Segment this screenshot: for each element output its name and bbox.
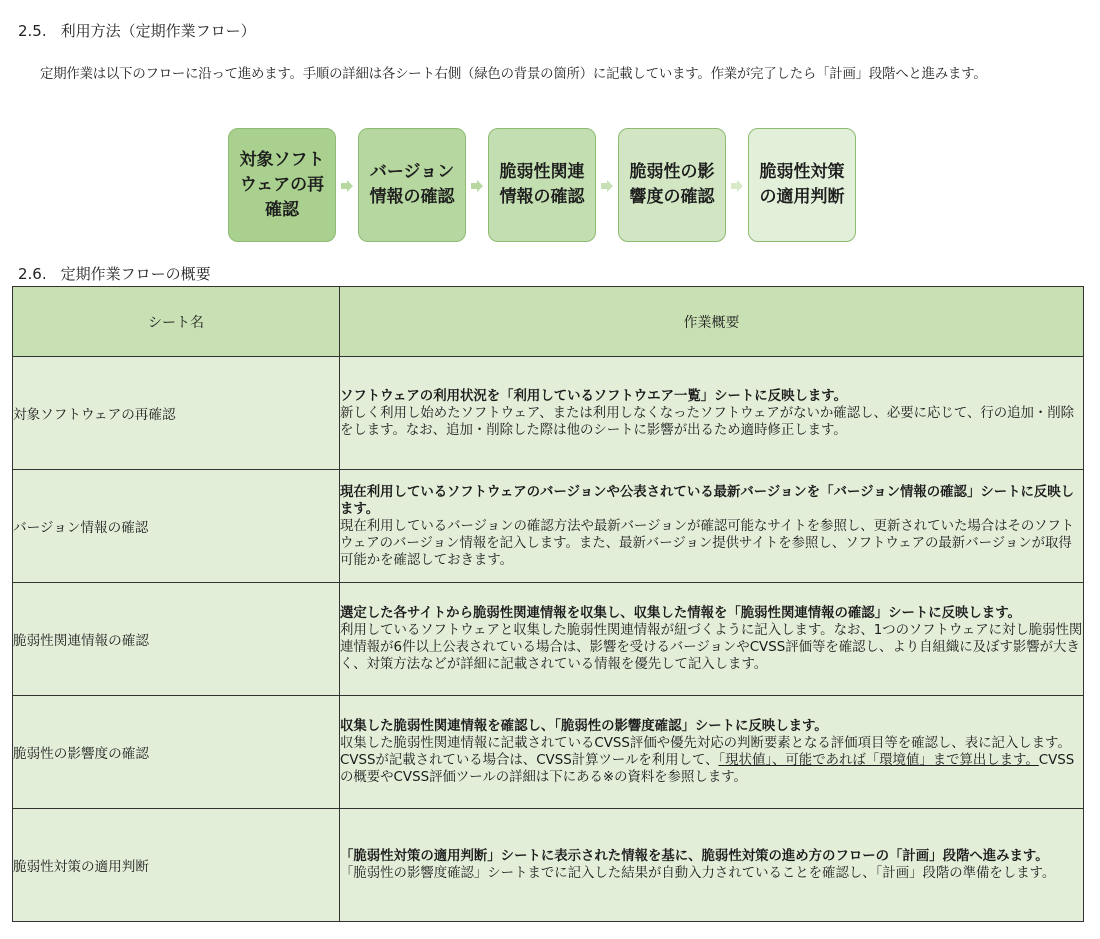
sheet-name-cell: 対象ソフトウェアの再確認: [13, 357, 340, 470]
arrow-right-icon: [341, 180, 353, 192]
flow-step-countermeasure: 脆弱性対策の適用判断: [748, 128, 856, 242]
summary-bold: ソフトウェアの利用状況を「利用しているソフトウエア一覧」シートに反映します。: [340, 388, 847, 404]
header-sheet-name: シート名: [13, 287, 340, 357]
summary-bold: 「脆弱性対策の適用判断」シートに表示された情報を基に、脆弱性対策の進め方のフローの「計画」段階へ進みます。: [340, 849, 1049, 864]
table-row: [13, 470, 1084, 583]
sheet-name-cell: バージョン情報の確認: [13, 470, 340, 583]
sheet-name-cell: 脆弱性対策の適用判断: [13, 809, 340, 922]
section-heading-2-6: [18, 263, 211, 284]
flow-step-version-info: バージョン情報の確認: [358, 128, 466, 242]
arrow-right-icon: [601, 180, 613, 192]
workflow-diagram: [228, 128, 858, 244]
section-number: 2.6.: [18, 265, 47, 283]
sheet-name-cell: 脆弱性の影響度の確認: [13, 696, 340, 809]
summary-text: 収集した脆弱性関連情報に記載されているCVSS評価や優先対応の判断要素となる評価項目等を確認し、表に記入します。CVSSが記載されている場合は、CVSS計算ツールを利用して、「現状値」、可能であれば「環境値」まで算出します。CVSSの概要やCVSS評価ツールの詳細は下にある※の資料を参照します。: [340, 736, 1075, 785]
summary-text: 利用しているソフトウェアと収集した脆弱性関連情報が紐づくように記入します。なお、1つのソフトウェアに対し脆弱性関連情報が6件以上公表されている場合は、影響を受けるバージョンやCVSS評価等を確認し、より自組織に及ぼす影響が大きく、対策方法などが詳細に記載されている情報を優先して記入します。: [340, 623, 1083, 672]
section-number: 2.5.: [18, 22, 47, 40]
table-row: [13, 809, 1084, 922]
underlined-text: 「現状値」、可能であれば「環境値」まで算出します。: [718, 753, 1039, 768]
flow-step-impact: 脆弱性の影響度の確認: [618, 128, 726, 242]
summary-text: 新しく利用し始めたソフトウェア、または利用しなくなったソフトウェアがないか確認し、必要に応じて、行の追加・削除をします。なお、追加・削除した際は他のシートに影響が出るため適時修正します。: [340, 405, 1075, 438]
summary-bold: 現在利用しているソフトウェアのバージョンや公表されている最新バージョンを「バージョン情報の確認」シートに反映します。: [340, 484, 1075, 517]
header-work-summary: 作業概要: [340, 287, 1084, 357]
summary-bold: 収集した脆弱性関連情報を確認し、「脆弱性の影響度確認」シートに反映します。: [340, 719, 828, 734]
summary-bold: 選定した各サイトから脆弱性関連情報を収集し、収集した情報を「脆弱性関連情報の確認」シートに反映します。: [340, 606, 1021, 621]
summary-cell: [340, 696, 1084, 809]
flow-step-vuln-info: 脆弱性関連情報の確認: [488, 128, 596, 242]
arrow-right-icon: [731, 180, 743, 192]
arrow-right-icon: [471, 180, 483, 192]
table-row: [13, 583, 1084, 696]
summary-text: 「脆弱性の影響度確認」シートまでに記入した結果が自動入力されていることを確認し、「計画」段階の準備をします。: [340, 866, 1056, 881]
sheet-name-cell: 脆弱性関連情報の確認: [13, 583, 340, 696]
summary-cell: [340, 583, 1084, 696]
intro-paragraph: 定期作業は以下のフローに沿って進めます。手順の詳細は各シート右側（緑色の背景の箇所）に記載しています。作業が完了したら「計画」段階へと進みます。: [40, 67, 987, 82]
summary-cell: [340, 470, 1084, 583]
section-heading-2-5: [18, 20, 256, 41]
section-title: 利用方法（定期作業フロー）: [60, 22, 256, 40]
summary-cell: [340, 809, 1084, 922]
table-row: [13, 357, 1084, 470]
table-header-row: [13, 287, 1084, 357]
summary-cell: [340, 357, 1084, 470]
table-row: [13, 696, 1084, 809]
section-title: 定期作業フローの概要: [60, 265, 211, 283]
overview-table: [12, 286, 1084, 922]
flow-step-target-software: 対象ソフトウェアの再確認: [228, 128, 336, 242]
summary-text: 現在利用しているバージョンの確認方法や最新バージョンが確認可能なサイトを参照し、更新されていた場合はそのソフトウェアのバージョン情報を記入します。また、最新バージョン提供サイトを参照し、ソフトウェアの最新バージョンが取得可能かを確認しておきます。: [340, 518, 1075, 568]
